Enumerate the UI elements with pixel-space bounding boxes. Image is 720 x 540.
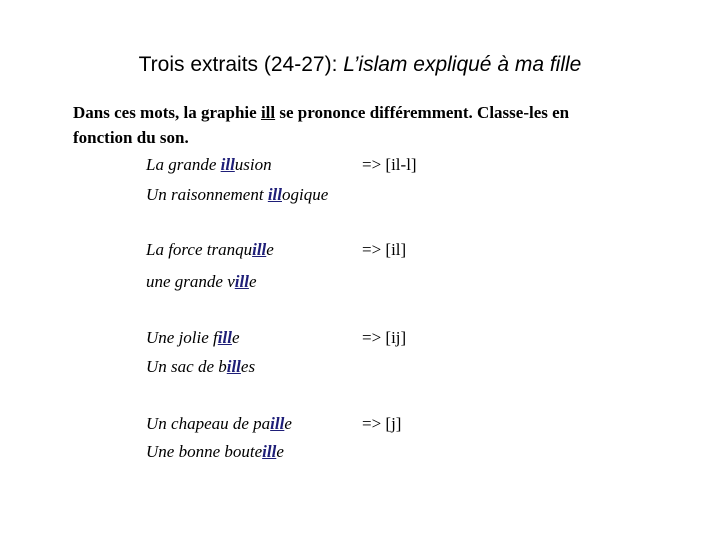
example-after: e <box>266 240 274 259</box>
example-after: e <box>284 414 292 433</box>
example-ill: ill <box>234 272 249 291</box>
example-after: e <box>231 328 240 347</box>
example-ill: ill <box>270 414 285 433</box>
example-before: Une bonne boute <box>146 442 263 461</box>
example-0-1 <box>146 185 328 205</box>
example-2-1 <box>146 357 255 377</box>
example-ill: ill <box>252 240 267 259</box>
example-after: e <box>276 442 284 461</box>
sound-3: => [j] <box>362 414 402 433</box>
instruction-line-2: fonction du son. <box>73 128 189 147</box>
example-ill: ill <box>220 155 235 174</box>
title-work: L’islam expliqué à ma fille <box>343 53 582 76</box>
example-3-0 <box>146 414 292 434</box>
example-before: La force tranqu <box>146 240 253 259</box>
example-1-0 <box>146 240 274 260</box>
example-0-0 <box>146 155 272 175</box>
sound-1: => [il] <box>362 240 407 259</box>
instruction-before: Dans ces mots, la graphie <box>73 103 261 122</box>
example-after: e <box>248 272 257 291</box>
example-ill: ill <box>217 328 232 347</box>
example-after: ogique <box>282 185 329 204</box>
example-before: Un chapeau de pa <box>146 414 271 433</box>
instruction-text <box>73 100 673 150</box>
example-before: Une jolie f <box>146 328 218 347</box>
instruction-grapheme: ill <box>260 103 276 122</box>
example-ill: ill <box>267 185 282 204</box>
example-before: Un raisonnement <box>146 185 268 204</box>
instruction-after: se prononce différemment. Classe-les en <box>275 103 570 122</box>
example-after: usion <box>234 155 272 174</box>
instruction-line-1 <box>73 100 673 125</box>
sound-0: => [il-l] <box>362 155 417 174</box>
example-3-1 <box>146 442 284 462</box>
example-after: es <box>240 357 256 376</box>
example-ill: ill <box>262 442 277 461</box>
title-prefix: Trois extraits (24-27): <box>138 53 344 76</box>
example-before: une grande v <box>146 272 235 291</box>
example-before: Un sac de b <box>146 357 227 376</box>
example-2-0 <box>146 328 239 348</box>
slide-title <box>0 51 720 79</box>
example-ill: ill <box>226 357 241 376</box>
sound-2: => [ij] <box>362 328 407 347</box>
example-before: La grande <box>146 155 221 174</box>
example-1-1 <box>146 272 256 292</box>
